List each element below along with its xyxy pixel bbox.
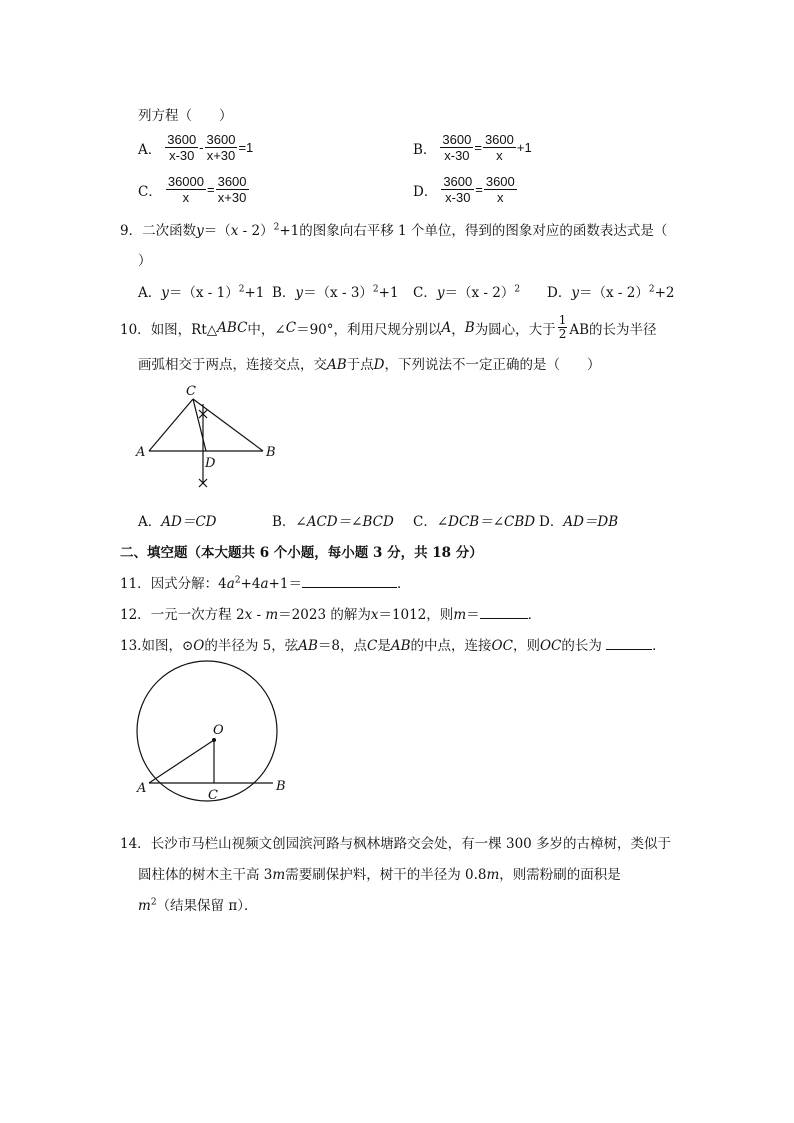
label-d: D bbox=[205, 456, 216, 471]
q10-option-c[interactable] bbox=[413, 510, 535, 530]
answer-blank[interactable] bbox=[302, 573, 397, 588]
numerator: 3600 bbox=[443, 174, 473, 189]
var: B bbox=[464, 319, 475, 336]
numerator: 3600 bbox=[484, 132, 514, 147]
expr: ＝（x - 2） bbox=[444, 285, 515, 301]
text: 为圆心，大于 bbox=[474, 321, 556, 338]
label-b: B bbox=[266, 445, 276, 460]
q9-option-d[interactable] bbox=[547, 281, 674, 301]
fraction bbox=[483, 132, 516, 163]
q14-line3 bbox=[138, 894, 257, 914]
exponent: 2 bbox=[372, 284, 379, 295]
denominator: x-30 bbox=[445, 190, 471, 205]
text: 画弧相交于两点，连接交点，交 bbox=[138, 357, 327, 373]
var: a bbox=[226, 576, 235, 592]
denominator: x bbox=[497, 190, 504, 205]
option-label: B． bbox=[272, 514, 296, 530]
q14-line2 bbox=[138, 863, 621, 883]
denominator: x bbox=[496, 148, 503, 163]
fraction bbox=[440, 132, 473, 163]
label-c: C bbox=[186, 384, 196, 399]
denominator: x+30 bbox=[217, 190, 247, 205]
q9-stem bbox=[120, 219, 667, 239]
text: ，下列说法不一定正确的是（ ） bbox=[384, 357, 601, 373]
denominator: 2 bbox=[558, 327, 567, 341]
section-title: 二、填空题（本大题共 6 个小题，每小题 3 分，共 18 分） bbox=[120, 545, 483, 561]
expr: ＝（x - 3） bbox=[303, 285, 373, 301]
operator: - bbox=[199, 140, 204, 155]
text: ， bbox=[451, 321, 465, 338]
var: y bbox=[161, 285, 169, 301]
segment-ac bbox=[149, 399, 193, 451]
option-label: A． bbox=[138, 285, 162, 301]
text: +4 bbox=[240, 576, 261, 592]
numerator: 1 bbox=[558, 313, 567, 327]
var: m bbox=[272, 867, 286, 883]
text: ，则需粉刷的面积是 bbox=[499, 867, 621, 883]
q9-option-b[interactable] bbox=[272, 281, 399, 301]
var: m bbox=[453, 607, 467, 623]
question-number: 12． bbox=[120, 607, 151, 623]
exponent: 2 bbox=[648, 284, 655, 295]
fraction bbox=[441, 174, 474, 205]
text: ＝90°，利用尺规分别以 bbox=[296, 321, 442, 338]
exponent: 2 bbox=[273, 222, 280, 233]
numerator: 3600 bbox=[206, 132, 236, 147]
var: x bbox=[370, 607, 379, 623]
operator: = bbox=[475, 182, 483, 197]
q10-option-b[interactable] bbox=[272, 510, 394, 530]
numerator: 3600 bbox=[217, 174, 247, 189]
text: 的中点，连接 bbox=[410, 638, 492, 654]
q8-option-b[interactable] bbox=[413, 132, 533, 163]
denominator: x+30 bbox=[206, 148, 236, 163]
option-label: C． bbox=[413, 514, 437, 530]
var: y bbox=[571, 285, 579, 301]
segment-ao bbox=[149, 740, 214, 783]
var: m bbox=[486, 867, 500, 883]
text: 圆柱体的树木主干高 3 bbox=[138, 867, 273, 883]
expr-tail: +1 bbox=[244, 285, 265, 301]
var: AB bbox=[327, 357, 347, 373]
text: ＝（ bbox=[203, 223, 231, 239]
text: - bbox=[252, 607, 266, 623]
q9-option-a[interactable] bbox=[138, 281, 264, 301]
q9-stem-line2: ） bbox=[138, 253, 152, 269]
q10-option-a[interactable] bbox=[138, 510, 216, 530]
question-number: 11． bbox=[120, 576, 151, 592]
expr: ＝（x - 1） bbox=[168, 285, 239, 301]
text: 是 bbox=[377, 638, 391, 654]
option-label: D． bbox=[547, 285, 572, 301]
expr: ∠ACD＝∠BCD bbox=[295, 514, 394, 530]
var: A bbox=[441, 319, 452, 336]
var: C bbox=[285, 319, 297, 336]
question-number: 10． bbox=[120, 321, 151, 338]
text: 如图，Rt△ bbox=[150, 321, 218, 338]
fraction bbox=[205, 132, 238, 163]
exponent: 2 bbox=[150, 897, 157, 908]
text: AB的长为半径 bbox=[569, 321, 657, 338]
text: ＝1012，则 bbox=[378, 607, 454, 623]
q8-option-c[interactable] bbox=[138, 174, 249, 205]
denominator: x-30 bbox=[444, 148, 470, 163]
denominator: x-30 bbox=[169, 148, 195, 163]
text: 于点 bbox=[346, 357, 374, 373]
text: ，则 bbox=[512, 638, 540, 654]
operator: = bbox=[474, 140, 482, 155]
q8-option-a[interactable] bbox=[138, 132, 254, 163]
text: 需要刷保护料，树干的半径为 0.8 bbox=[285, 867, 487, 883]
var: m bbox=[265, 607, 279, 623]
text: 二次函数 bbox=[142, 223, 197, 239]
var: a bbox=[260, 576, 269, 592]
exponent: 2 bbox=[234, 575, 241, 586]
text: （结果保留 π）． bbox=[156, 898, 258, 914]
question-number: 14． bbox=[120, 836, 151, 852]
expr: ∠DCB＝∠CBD bbox=[436, 514, 536, 530]
option-label: B． bbox=[413, 141, 437, 158]
numerator: 3600 bbox=[442, 132, 472, 147]
fraction-half bbox=[558, 314, 568, 341]
q10-option-d[interactable] bbox=[539, 510, 618, 530]
q9-option-c[interactable] bbox=[413, 281, 520, 301]
label-c: C bbox=[208, 788, 218, 803]
numerator: 3600 bbox=[167, 132, 197, 147]
q8-option-d[interactable] bbox=[413, 174, 517, 205]
q10-triangle-figure bbox=[130, 380, 290, 495]
q13-stem bbox=[120, 634, 666, 654]
option-label: D． bbox=[539, 514, 564, 530]
text: 如图，⊙ bbox=[141, 638, 194, 654]
var: y bbox=[295, 285, 304, 301]
question-number: 9． bbox=[120, 223, 143, 239]
q14-line1 bbox=[120, 832, 671, 852]
var: y bbox=[196, 223, 204, 239]
text: +1＝ bbox=[268, 576, 302, 592]
text: ＝ bbox=[466, 607, 480, 623]
text: ． bbox=[396, 576, 411, 592]
var: m bbox=[138, 898, 151, 914]
text: 因式分解：4 bbox=[150, 576, 227, 592]
text: ＝2023 的解为 bbox=[278, 607, 371, 623]
label-a: A bbox=[137, 781, 147, 796]
q12-stem bbox=[120, 603, 541, 623]
var: x bbox=[230, 223, 239, 239]
label-a: A bbox=[136, 445, 146, 460]
q10-stem-line2 bbox=[138, 353, 601, 373]
text: ＝8，点 bbox=[317, 638, 368, 654]
expr-tail: +1 bbox=[378, 285, 399, 301]
option-label: B． bbox=[272, 285, 296, 301]
text: ． bbox=[527, 607, 542, 623]
var: ABC bbox=[217, 319, 248, 336]
text: ． bbox=[652, 638, 666, 654]
q11-stem bbox=[120, 572, 410, 592]
option-label: C． bbox=[413, 285, 437, 301]
var: O bbox=[193, 638, 205, 654]
numerator: 36000 bbox=[167, 174, 204, 189]
option-label: A． bbox=[138, 141, 162, 158]
var: C bbox=[367, 638, 378, 654]
rhs: =1 bbox=[238, 140, 254, 155]
var: AB bbox=[390, 638, 411, 654]
denominator: x bbox=[182, 190, 190, 205]
text: 的半径为 5，弦 bbox=[204, 638, 299, 654]
center-point bbox=[212, 738, 216, 742]
var: D bbox=[373, 357, 385, 373]
q10-stem bbox=[120, 314, 657, 341]
operator: = bbox=[207, 182, 215, 197]
text: +1的图象向右平移 1 个单位，得到的图象对应的函数表达式是（ bbox=[279, 223, 668, 239]
option-label: C． bbox=[138, 183, 162, 200]
expr: AD＝CD bbox=[161, 514, 217, 530]
text: - 2） bbox=[238, 223, 274, 239]
exponent: 2 bbox=[238, 284, 245, 295]
expr: ＝（x - 2） bbox=[578, 285, 649, 301]
expr-tail: +2 bbox=[654, 285, 675, 301]
var: OC bbox=[539, 638, 562, 654]
answer-blank[interactable] bbox=[606, 635, 652, 650]
text: 中，∠ bbox=[247, 321, 286, 338]
circle-o bbox=[137, 661, 277, 801]
rhs: +1 bbox=[516, 140, 532, 155]
var: OC bbox=[491, 638, 513, 654]
fraction bbox=[484, 174, 517, 205]
fraction bbox=[165, 132, 198, 163]
exponent: 2 bbox=[514, 284, 521, 295]
expr: AD＝DB bbox=[563, 514, 619, 530]
answer-blank[interactable] bbox=[480, 604, 528, 619]
numerator: 3600 bbox=[485, 174, 515, 189]
option-label: D． bbox=[413, 183, 438, 200]
text: 长沙市马栏山视频文创园滨河路与枫林塘路交会处，有一棵 300 多岁的古樟树，类似于 bbox=[150, 836, 672, 852]
option-label: A． bbox=[138, 514, 162, 530]
fraction bbox=[216, 174, 249, 205]
fraction bbox=[166, 174, 206, 205]
label-b: B bbox=[276, 779, 286, 794]
label-o: O bbox=[213, 723, 224, 738]
q13-circle-figure bbox=[130, 660, 300, 805]
question-number: 13. bbox=[120, 638, 142, 654]
text: 的长为 bbox=[561, 638, 607, 654]
var: AB bbox=[298, 638, 318, 654]
var: y bbox=[436, 285, 445, 301]
var: x bbox=[244, 607, 253, 623]
text: 一元一次方程 2 bbox=[150, 607, 245, 623]
q8-stem: 列方程（ ） bbox=[138, 108, 233, 124]
